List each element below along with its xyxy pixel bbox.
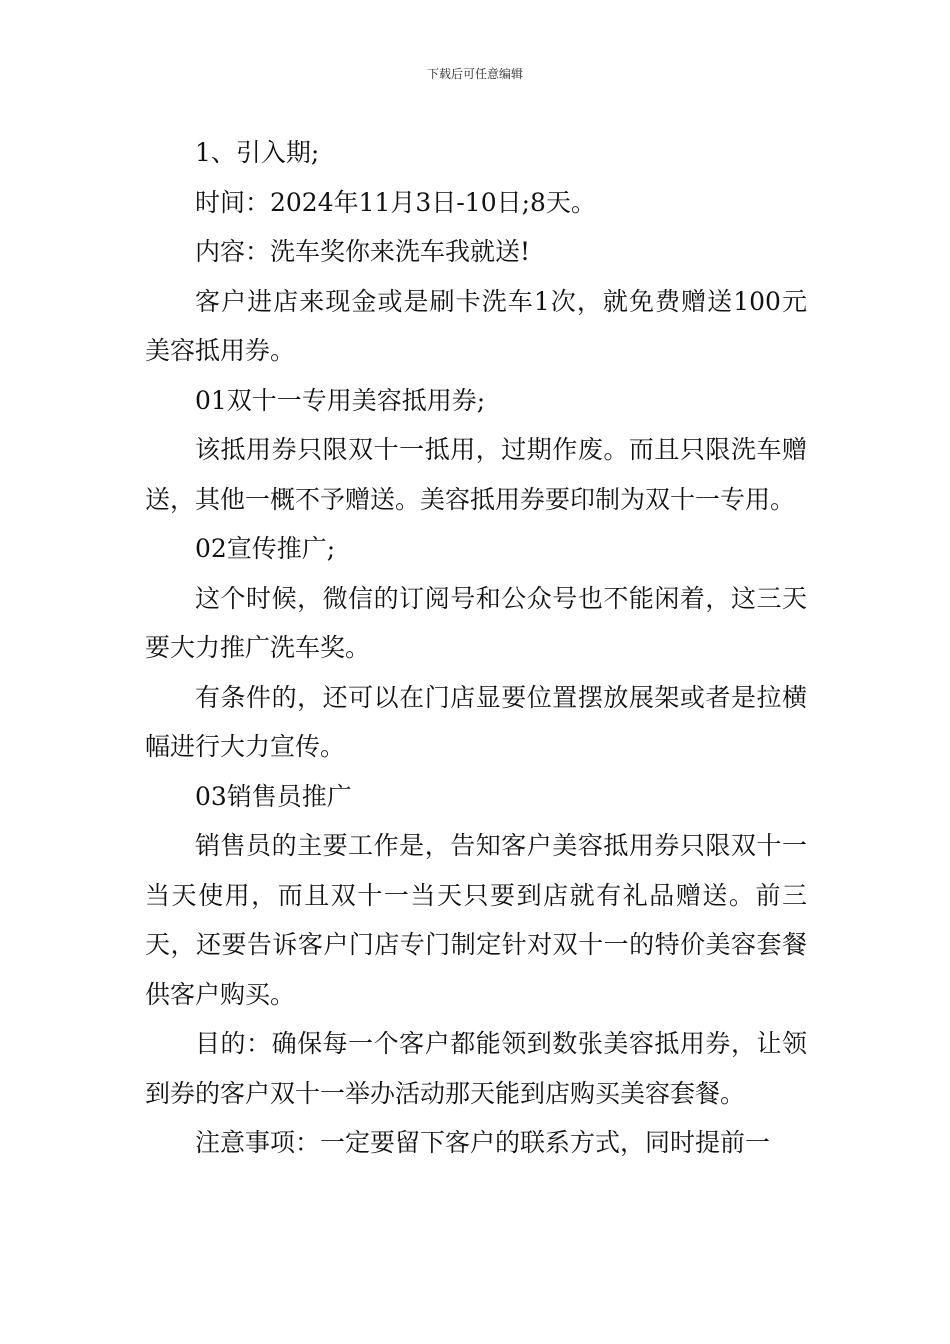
page-header: 下载后可任意编辑 — [426, 67, 523, 81]
section-heading-intro-period: 1、引入期; — [195, 138, 320, 167]
paragraph-notes: 注意事项：一定要留下客户的联系方式，同时提前一 — [195, 1128, 771, 1157]
paragraph-content: 内容：洗车奖你来洗车我就送! — [195, 237, 531, 266]
subheading-sales-promotion: 03销售员推广 — [195, 781, 352, 811]
paragraph-time: 时间：2024年11月3日-10日;8天。 — [195, 187, 596, 217]
paragraph-store-display: 有条件的，还可以在门店显要位置摆放展架或者是拉横幅进行大力宣传。 — [145, 682, 807, 761]
subheading-voucher: 01双十一专用美容抵用券; — [195, 385, 486, 415]
subheading-promotion: 02宣传推广; — [195, 534, 336, 563]
paragraph-purpose: 目的：确保每一个客户都能领到数张美容抵用券，让领到券的客户双十一举办活动那天能到店购买美容套餐。 — [145, 1029, 807, 1108]
paragraph-customer-offer: 客户进店来现金或是刷卡洗车1次，就免费赠送100元美容抵用券。 — [145, 286, 807, 365]
paragraph-voucher-rules: 该抵用券只限双十一抵用，过期作废。而且只限洗车赠送，其他一概不予赠送。美容抵用券要印制为双十一专用。 — [145, 435, 807, 514]
document-body — [145, 128, 807, 1168]
paragraph-wechat-promotion: 这个时候，微信的订阅号和公众号也不能闲着，这三天要大力推广洗车奖。 — [145, 583, 807, 662]
paragraph-sales-work: 销售员的主要工作是，告知客户美容抵用券只限双十一当天使用，而且双十一当天只要到店就有礼品赠送。前三天，还要告诉客户门店专门制定针对双十一的特价美容套餐供客户购买。 — [145, 831, 807, 1009]
